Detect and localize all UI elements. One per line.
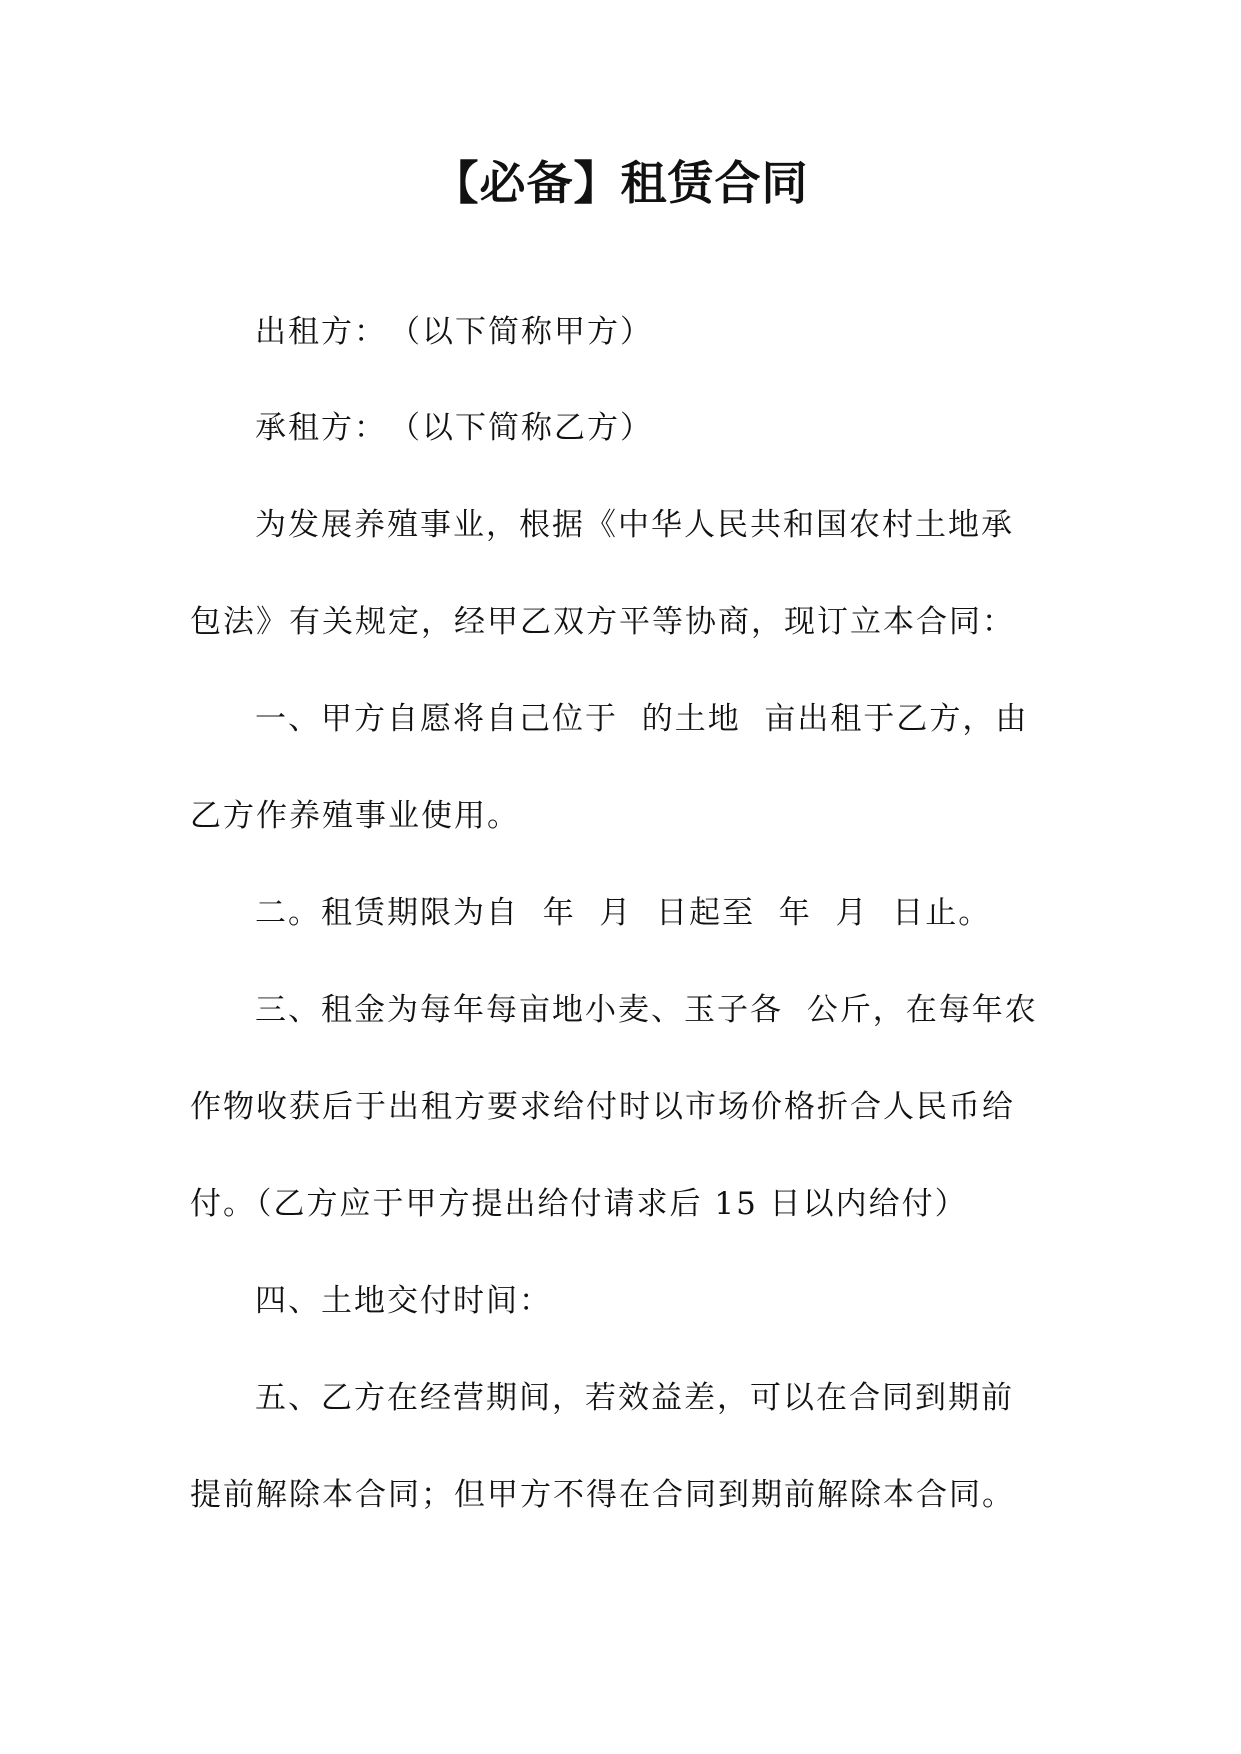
clause-3-line-3: 付。（乙方应于甲方提出给付请求后 15 日以内给付） (190, 1186, 968, 1222)
preamble-line-2: 包法》有关规定，经甲乙双方平等协商，现订立本合同： (190, 604, 1015, 640)
clause-3-line-2: 作物收获后于出租方要求给付时以市场价格折合人民币给 (190, 1089, 1015, 1125)
clause-4-line-1: 四、土地交付时间： (255, 1283, 552, 1319)
document-title: 【必备】租赁合同 (432, 156, 809, 210)
clause-1-line-1: 一、甲方自愿将自己位于 的土地 亩出租于乙方，由 (255, 701, 1029, 737)
preamble-line-1: 为发展养殖事业，根据《中华人民共和国农村土地承 (255, 507, 1014, 543)
clause-1-line-2: 乙方作养殖事业使用。 (190, 798, 520, 834)
clause-5-line-2: 提前解除本合同；但甲方不得在合同到期前解除本合同。 (190, 1477, 1015, 1513)
clause-2-line-1: 二。租赁期限为自 年 月 日起至 年 月 日止。 (255, 895, 992, 931)
clause-5-line-1: 五、乙方在经营期间，若效益差，可以在合同到期前 (255, 1380, 1014, 1416)
clause-3-line-1: 三、租金为每年每亩地小麦、玉子各 公斤，在每年农 (255, 992, 1038, 1028)
lessee-line: 承租方： （以下简称乙方） (255, 410, 653, 446)
lessor-line: 出租方： （以下简称甲方） (255, 314, 653, 350)
